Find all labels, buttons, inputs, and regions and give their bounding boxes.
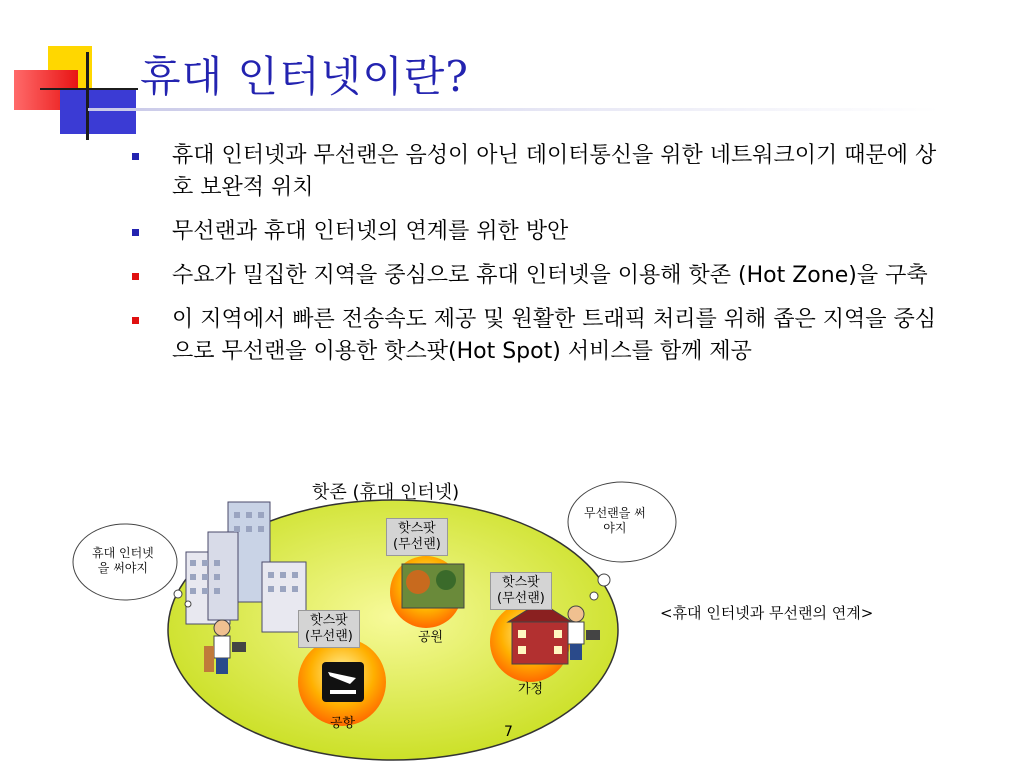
bullet-marker: [132, 273, 139, 280]
deco-horizontal-line: [40, 88, 138, 90]
bullet-item: [128, 304, 948, 368]
park-icon: [402, 564, 464, 608]
cloud-left-line: 휴대 인터넷: [92, 546, 154, 560]
bullet-text: 무선랜과 휴대 인터넷의 연계를 위한 방안: [172, 219, 569, 244]
hotspot-label-line: (무선랜): [305, 629, 353, 644]
hotzone-title: 핫존 (휴대 인터넷): [312, 482, 460, 503]
bullet-item: [128, 140, 948, 204]
cloud-left-text: [92, 546, 154, 576]
hotspot-label-line: 핫스팟: [398, 521, 436, 536]
bullet-text: 이 지역에서 빠른 전송속도 제공 및 원활한 트래픽 처리를 위해 좁은 지역을 중심으로 무선랜을 이용한 핫스팟: [172, 307, 936, 364]
bullet-text-latin: (Hot Zone): [738, 263, 857, 288]
page-number: 7: [504, 724, 513, 740]
cloud-right-text: [584, 506, 646, 536]
bullet-marker: [132, 153, 139, 160]
bullet-text-latin: (Hot Spot): [448, 339, 561, 364]
bullet-item: [128, 216, 948, 248]
hotspot-label-line: 핫스팟: [502, 575, 540, 590]
bullet-text: 휴대 인터넷과 무선랜은 음성이 아닌 데이터통신을 위한 네트워크이기 때문에 상호 보완적 위치: [172, 143, 937, 200]
deco-vertical-line: [86, 52, 89, 140]
title-decoration: [0, 0, 150, 140]
cloud-right-line: 야지: [603, 521, 627, 535]
hotzone-diagram: [0, 462, 1024, 768]
bullet-marker: [132, 229, 139, 236]
bullet-marker: [132, 317, 139, 324]
bullet-text: 수요가 밀집한 지역을 중심으로 휴대 인터넷을 이용해 핫존: [172, 263, 732, 288]
place-airport: 공항: [330, 716, 356, 731]
hotspot-label-line: (무선랜): [497, 591, 545, 606]
hotspot-label-home: [490, 572, 552, 610]
bullet-item: [128, 260, 948, 292]
title-underline: [88, 108, 940, 111]
bullet-list: [128, 140, 948, 380]
hotspot-label-line: (무선랜): [393, 537, 441, 552]
deco-blue-square: [60, 90, 136, 134]
place-park: 공원: [418, 630, 444, 645]
bullet-text-tail: 을 구축: [856, 263, 928, 288]
hotspot-label-line: 핫스팟: [310, 613, 348, 628]
slide-title: 휴대 인터넷이란?: [140, 52, 469, 101]
hotspot-label-park: [386, 518, 448, 556]
hotspot-label-airport: [298, 610, 360, 648]
airport-icon: [322, 662, 364, 702]
cloud-right-line: 무선랜을 써: [584, 506, 646, 520]
bullet-text-tail: 서비스를 함께 제공: [567, 339, 752, 364]
diagram-caption: <휴대 인터넷과 무선랜의 연계>: [660, 604, 874, 622]
cloud-left-line: 을 써야지: [97, 561, 148, 575]
place-home: 가정: [518, 682, 544, 697]
